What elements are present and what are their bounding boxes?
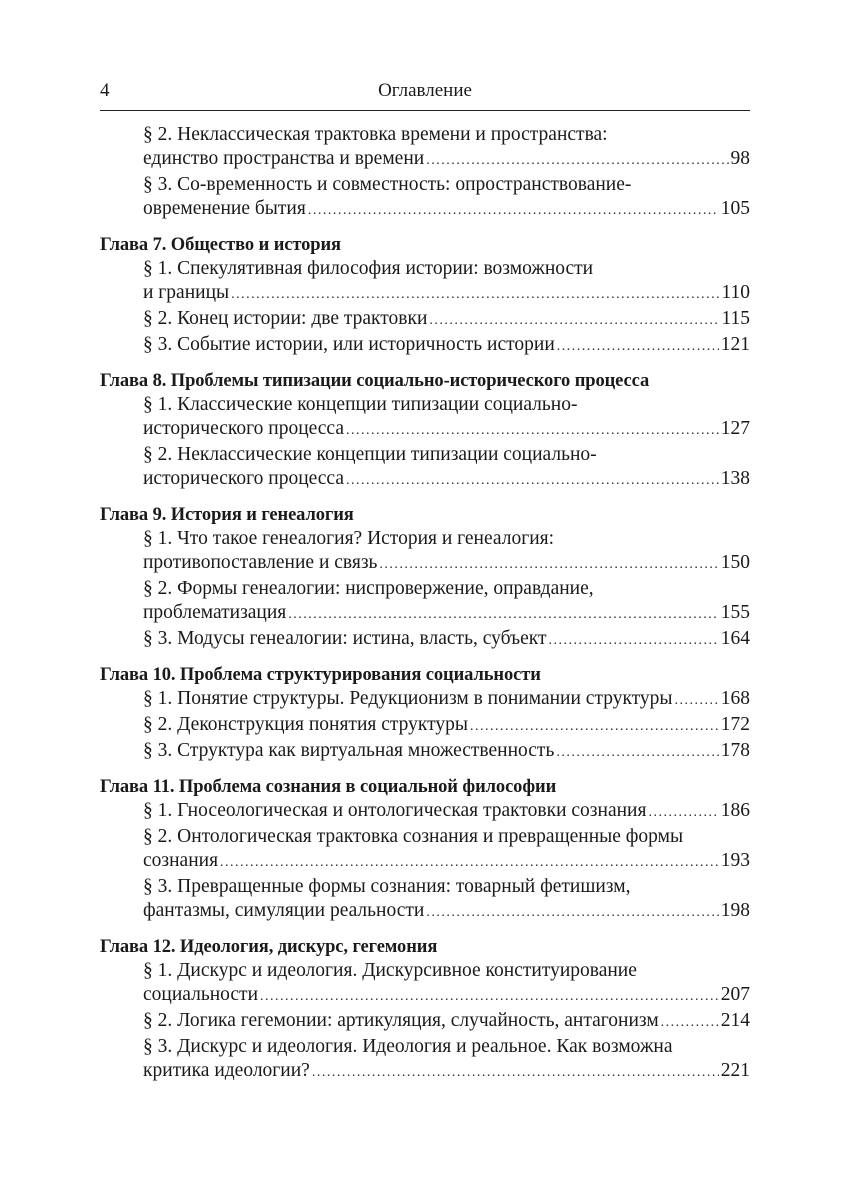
chapter-title[interactable]: Глава 10. Проблема структурирования социальности <box>100 665 541 685</box>
running-head <box>100 78 750 111</box>
toc-entry[interactable] <box>100 627 750 653</box>
chapter-title[interactable]: Глава 8. Проблемы типизации социально-исторического процесса <box>100 371 650 391</box>
dot-leader <box>346 469 719 493</box>
entry-leader-line <box>143 687 750 713</box>
entry-text: § 2. Конец истории: две трактовки <box>143 308 428 329</box>
toc-chapter <box>100 369 750 493</box>
toc-entry[interactable] <box>100 257 750 307</box>
toc-entry[interactable] <box>100 1009 750 1035</box>
entry-page-number: 138 <box>720 468 750 489</box>
entry-page-number: 172 <box>720 714 750 735</box>
entry-text: проблематизация <box>143 602 287 623</box>
entry-leader-line <box>143 1059 750 1085</box>
entry-leader-line <box>143 467 750 493</box>
dot-leader <box>470 715 719 739</box>
entry-text: противопоставление и связь <box>143 552 378 573</box>
entry-leader-line <box>143 147 750 173</box>
entry-text: критика идеологии? <box>143 1060 310 1081</box>
dot-leader <box>556 741 718 765</box>
entry-text-line: § 1. Дискурс и идеология. Дискурсивное конституирование <box>143 960 637 981</box>
toc-chapter <box>100 123 750 223</box>
dot-leader <box>220 851 719 875</box>
toc-chapter <box>100 503 750 653</box>
entry-leader-line <box>143 899 750 925</box>
page <box>100 78 750 1095</box>
entry-text: единство пространства и времени <box>143 148 425 169</box>
toc-entry[interactable] <box>100 825 750 875</box>
toc-entry[interactable] <box>100 333 750 359</box>
chapter-title[interactable]: Глава 11. Проблема сознания в социальной философии <box>100 777 557 797</box>
entry-text: исторического процесса <box>143 468 344 489</box>
entry-leader-line <box>143 799 750 825</box>
entry-text-line: § 3. Дискурс и идеология. Идеология и реальное. Как возможна <box>143 1036 673 1057</box>
entry-leader-line <box>143 307 750 333</box>
table-of-contents <box>100 123 750 1085</box>
entry-leader-line <box>143 333 750 359</box>
entry-text-line: § 3. Со-временность и совместность: опространствование- <box>143 174 632 195</box>
entry-page-number: 115 <box>721 308 750 329</box>
entry-page-number: 186 <box>720 800 750 821</box>
chapter-title[interactable]: Глава 7. Общество и история <box>100 235 341 255</box>
entry-page-number: 105 <box>720 198 750 219</box>
dot-leader <box>312 1061 719 1085</box>
entry-text-line: § 1. Что такое генеалогия? История и генеалогия: <box>143 528 555 549</box>
entry-page-number: 121 <box>720 334 750 355</box>
entry-leader-line <box>143 983 750 1009</box>
running-head-title: Оглавление <box>378 80 472 101</box>
toc-chapter <box>100 233 750 359</box>
entry-leader-line <box>143 849 750 875</box>
toc-entry[interactable] <box>100 393 750 443</box>
dot-leader <box>648 801 718 825</box>
entry-leader-line <box>143 1009 750 1035</box>
dot-leader <box>429 309 719 333</box>
dot-leader <box>231 283 719 307</box>
entry-text-line: § 2. Онтологическая трактовка сознания и превращенные формы <box>143 826 684 847</box>
entry-leader-line <box>143 713 750 739</box>
entry-leader-line <box>143 627 750 653</box>
toc-entry[interactable] <box>100 713 750 739</box>
entry-page-number: 214 <box>720 1010 750 1031</box>
dot-leader <box>557 335 719 359</box>
entry-text: § 3. Событие истории, или историчность истории <box>143 334 555 355</box>
toc-entry[interactable] <box>100 443 750 493</box>
dot-leader <box>346 419 719 443</box>
dot-leader <box>308 199 719 223</box>
page-number: 4 <box>100 80 110 101</box>
entry-text: социальности <box>143 984 259 1005</box>
entry-leader-line <box>143 417 750 443</box>
dot-leader <box>260 985 719 1009</box>
chapter-title[interactable]: Глава 9. История и генеалогия <box>100 505 354 525</box>
toc-entry[interactable] <box>100 739 750 765</box>
toc-entry[interactable] <box>100 687 750 713</box>
toc-entry[interactable] <box>100 959 750 1009</box>
entry-text: фантазмы, симуляции реальности <box>143 900 425 921</box>
entry-leader-line <box>143 551 750 577</box>
dot-leader <box>426 901 718 925</box>
toc-entry[interactable] <box>100 173 750 223</box>
entry-text-line: § 2. Формы генеалогии: ниспровержение, оправдание, <box>143 578 594 599</box>
entry-text: исторического процесса <box>143 418 344 439</box>
toc-entry[interactable] <box>100 799 750 825</box>
entry-text: сознания <box>143 850 219 871</box>
entry-text: § 3. Структура как виртуальная множественность <box>143 740 555 761</box>
entry-text: и границы <box>143 282 230 303</box>
entry-text-line: § 3. Превращенные формы сознания: товарный фетишизм, <box>143 876 631 897</box>
entry-text: овременение бытия <box>143 198 306 219</box>
entry-text-line: § 2. Неклассическая трактовка времени и пространства: <box>143 124 608 145</box>
toc-entry[interactable] <box>100 875 750 925</box>
entry-text: § 3. Модусы генеалогии: истина, власть, субъект <box>143 628 547 649</box>
entry-page-number: 207 <box>720 984 750 1005</box>
entry-page-number: 164 <box>720 628 750 649</box>
entry-page-number: 221 <box>720 1060 750 1081</box>
toc-entry[interactable] <box>100 123 750 173</box>
entry-page-number: 193 <box>720 850 750 871</box>
dot-leader <box>426 149 728 173</box>
entry-page-number: 150 <box>720 552 750 573</box>
entry-leader-line <box>143 601 750 627</box>
toc-chapter <box>100 663 750 765</box>
entry-page-number: 110 <box>721 282 750 303</box>
entry-leader-line <box>143 739 750 765</box>
toc-entry[interactable] <box>100 577 750 627</box>
entry-page-number: 168 <box>720 688 750 709</box>
dot-leader <box>549 629 719 653</box>
entry-page-number: 198 <box>720 900 750 921</box>
toc-entry[interactable] <box>100 1035 750 1085</box>
entry-text-line: § 1. Классические концепции типизации социально- <box>143 394 578 415</box>
entry-page-number: 155 <box>720 602 750 623</box>
toc-chapter <box>100 935 750 1085</box>
toc-entry[interactable] <box>100 527 750 577</box>
entry-text: § 2. Деконструкция понятия структуры <box>143 714 468 735</box>
entry-page-number: 178 <box>720 740 750 761</box>
dot-leader <box>379 553 718 577</box>
dot-leader <box>288 603 718 627</box>
entry-text: § 2. Логика гегемонии: артикуляция, случайность, антагонизм <box>143 1010 659 1031</box>
entry-text-line: § 2. Неклассические концепции типизации социально- <box>143 444 597 465</box>
toc-chapter <box>100 775 750 925</box>
entry-text: § 1. Понятие структуры. Редукционизм в понимании структуры <box>143 688 673 709</box>
entry-leader-line <box>143 281 750 307</box>
dot-leader <box>661 1011 719 1035</box>
entry-leader-line <box>143 197 750 223</box>
entry-page-number: 98 <box>730 148 750 169</box>
entry-text: § 1. Гносеологическая и онтологическая трактовки сознания <box>143 800 647 821</box>
toc-entry[interactable] <box>100 307 750 333</box>
entry-page-number: 127 <box>720 418 750 439</box>
dot-leader <box>675 689 719 713</box>
entry-text-line: § 1. Спекулятивная философия истории: возможности <box>143 258 594 279</box>
chapter-title[interactable]: Глава 12. Идеология, дискурс, гегемония <box>100 937 438 957</box>
